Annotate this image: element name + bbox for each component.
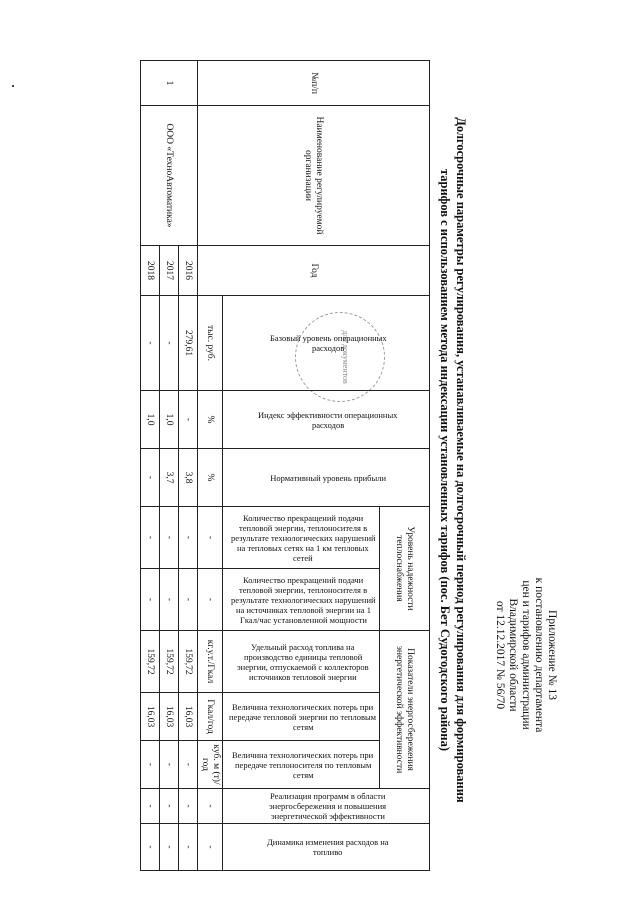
parameters-table xyxy=(140,60,430,871)
appendix-line: Владимирской области xyxy=(507,598,519,712)
year-cell: 2016 xyxy=(179,246,198,296)
value-cell: - xyxy=(160,296,179,391)
value-cell: 1,0 xyxy=(141,391,160,449)
value-cell: 16,03 xyxy=(160,693,179,741)
value-cell: - xyxy=(160,507,179,569)
header-year: Год xyxy=(198,246,430,296)
seal-stamp: для документов xyxy=(295,312,385,402)
header-interruptions-sources: Количество прекращений подачи тепловой энергии, теплоносителя в результате технологических нарушений на источниках тепловой энергии на 1 Гкал/час установленной мощности xyxy=(230,574,376,625)
unit-cell: % xyxy=(198,391,223,449)
document-subtitle: тарифов с использованием метода индексации установленных тарифов (пос. Бет Судогодского района) xyxy=(438,168,452,752)
value-cell: - xyxy=(141,824,160,871)
header-organization: Наименование регулируемой организации xyxy=(198,106,430,246)
value-cell: - xyxy=(141,789,160,824)
header-energy-program: Реализация программ в области энергосбережения и повышения энергетической эффективности xyxy=(269,791,387,822)
value-cell: - xyxy=(141,569,160,631)
appendix-line: от 12.12.2017 № 56/70 xyxy=(494,600,506,710)
value-cell: - xyxy=(179,789,198,824)
document-title: Долгосрочные параметры регулирования, устанавливаемые на долгосрочный период регулирования для формирования xyxy=(454,117,468,803)
value-cell: - xyxy=(160,569,179,631)
header-efficiency-index: Индекс эффективности операционных расходов xyxy=(258,409,398,430)
header-profit-level: Нормативный уровень прибыли xyxy=(270,472,386,483)
row-number: 1 xyxy=(141,61,198,106)
value-cell: 159,72 xyxy=(179,631,198,693)
value-cell: - xyxy=(179,507,198,569)
value-cell: - xyxy=(179,391,198,449)
header-energy-saving: Показатели энергосбережения энергетической эффективности xyxy=(380,631,430,789)
header-interruptions-networks: Количество прекращений подачи тепловой энергии, теплоносителя в результате технологических нарушений на тепловых сетях на 1 км тепловых сетей xyxy=(230,512,376,563)
table-row xyxy=(179,61,198,871)
header-carrier-losses: Величина технологических потерь при передаче теплоносителя по тепловым сетям xyxy=(232,749,374,780)
unit-cell: куб. м (т)/год xyxy=(198,741,223,789)
value-cell: 16,03 xyxy=(141,693,160,741)
value-cell: 3,8 xyxy=(179,449,198,507)
header-reliability: Уровень надежности теплоснабжения xyxy=(380,507,430,631)
year-cell: 2017 xyxy=(160,246,179,296)
unit-cell: - xyxy=(198,824,223,871)
unit-cell: - xyxy=(198,789,223,824)
value-cell: - xyxy=(160,789,179,824)
appendix-block xyxy=(493,535,558,775)
unit-cell: % xyxy=(198,449,223,507)
header-heat-losses: Величина технологических потерь при передаче тепловой энергии по тепловым сетям xyxy=(229,701,377,732)
unit-cell: кг.у.т./Гкал xyxy=(198,631,223,693)
header-base-costs: Базовый уровень операционных расходов xyxy=(269,333,387,353)
unit-cell: - xyxy=(198,569,223,631)
header-number: №п/п xyxy=(198,61,430,106)
value-cell: - xyxy=(179,569,198,631)
header-fuel-consumption: Удельный расход топлива на производство единицы тепловой энергии, отпускаемой с коллекторов источников тепловой энергии xyxy=(237,641,369,682)
value-cell: - xyxy=(141,507,160,569)
value-cell: - xyxy=(160,824,179,871)
value-cell: - xyxy=(160,741,179,789)
unit-cell: тыс. руб. xyxy=(198,296,223,391)
appendix-line: к постановлению департамента xyxy=(533,577,545,733)
appendix-line: Приложение № 13 xyxy=(546,610,558,700)
value-cell: - xyxy=(141,296,160,391)
unit-cell: - xyxy=(198,507,223,569)
value-cell: - xyxy=(141,741,160,789)
value-cell: 279,61 xyxy=(179,296,198,391)
value-cell: 1,0 xyxy=(160,391,179,449)
value-cell: 3,7 xyxy=(160,449,179,507)
value-cell: 16,03 xyxy=(179,693,198,741)
year-cell: 2018 xyxy=(141,246,160,296)
value-cell: - xyxy=(141,449,160,507)
appendix-line: цен и тарифов администрации xyxy=(520,580,532,730)
value-cell: 159,72 xyxy=(141,631,160,693)
header-fuel-dynamics: Динамика изменения расходов на топливо xyxy=(267,837,389,858)
value-cell: - xyxy=(179,741,198,789)
value-cell: - xyxy=(179,824,198,871)
organization-name: ООО «ТехноАвтоматика» xyxy=(141,106,198,246)
unit-cell: Гкал/год xyxy=(198,693,223,741)
value-cell: 159,72 xyxy=(160,631,179,693)
